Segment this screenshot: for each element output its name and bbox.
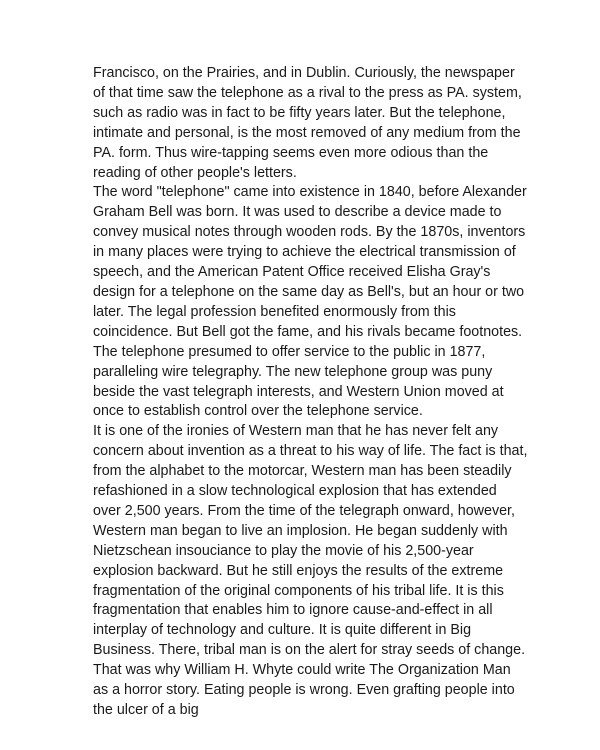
text-line: That was why William H. Whyte could write The Organization Man	[93, 662, 511, 679]
paragraph	[93, 422, 533, 721]
text-line: fragmentation that enables him to ignore cause-and-effect in all	[93, 602, 493, 619]
text-line: speech, and the American Patent Office received Elisha Gray's	[93, 264, 491, 281]
text-line: explosion backward. But he still enjoys the results of the extreme	[93, 562, 504, 579]
text-line: The word "telephone" came into existence in 1840, before Alexander	[93, 184, 527, 201]
text-line: intimate and personal, is the most removed of any medium from the	[93, 124, 521, 141]
text-line: such as radio was in fact to be fifty years later. But the telephone,	[93, 104, 506, 121]
text-line: Francisco, on the Prairies, and in Dublin. Curiously, the newspaper	[93, 65, 515, 81]
paragraph	[93, 64, 533, 183]
text-line: It is one of the ironies of Western man that he has never felt any	[93, 423, 499, 440]
text-line: concern about invention as a threat to his way of life. The fact is that,	[93, 443, 528, 460]
text-line: Nietzschean insouciance to play the movie of his 2,500-year	[93, 542, 474, 559]
text-line: beside the vast telegraph interests, and Western Union moved at	[93, 383, 504, 400]
paragraph	[93, 183, 533, 422]
text-line: Graham Bell was born. It was used to describe a device made to	[93, 204, 502, 221]
document-page	[93, 64, 533, 721]
text-line: reading of other people's letters.	[93, 164, 297, 181]
text-line: convey musical notes through wooden rods. By the 1870s, inventors	[93, 224, 526, 241]
text-line: refashioned in a slow technological explosion that has extended	[93, 483, 497, 500]
text-line: later. The legal profession benefited enormously from this	[93, 303, 456, 320]
text-line: once to establish control over the telephone service.	[93, 403, 423, 420]
text-line: paralleling wire telegraphy. The new telephone group was puny	[93, 363, 493, 380]
text-line: Western man began to live an implosion. He began suddenly with	[93, 522, 508, 539]
text-line: fragmentation of the original components of his tribal life. It is this	[93, 582, 504, 599]
text-line: as a horror story. Eating people is wrong. Even grafting people into	[93, 682, 515, 699]
text-line: the ulcer of a big	[93, 702, 199, 718]
text-line: interplay of technology and culture. It is quite different in Big	[93, 622, 472, 639]
text-line: from the alphabet to the motorcar, Western man has been steadily	[93, 463, 512, 480]
text-line: in many places were trying to achieve the electrical transmission of	[93, 244, 516, 261]
text-line: design for a telephone on the same day as Bell's, but an hour or two	[93, 283, 525, 300]
text-line: of that time saw the telephone as a rival to the press as PA. system,	[93, 84, 522, 101]
text-line: The telephone presumed to offer service to the public in 1877,	[93, 343, 486, 360]
text-line: Business. There, tribal man is on the alert for stray seeds of change.	[93, 642, 526, 659]
text-line: coincidence. But Bell got the fame, and his rivals became footnotes.	[93, 323, 523, 340]
text-line: over 2,500 years. From the time of the telegraph onward, however,	[93, 502, 515, 519]
text-line: PA. form. Thus wire-tapping seems even more odious than the	[93, 144, 489, 161]
